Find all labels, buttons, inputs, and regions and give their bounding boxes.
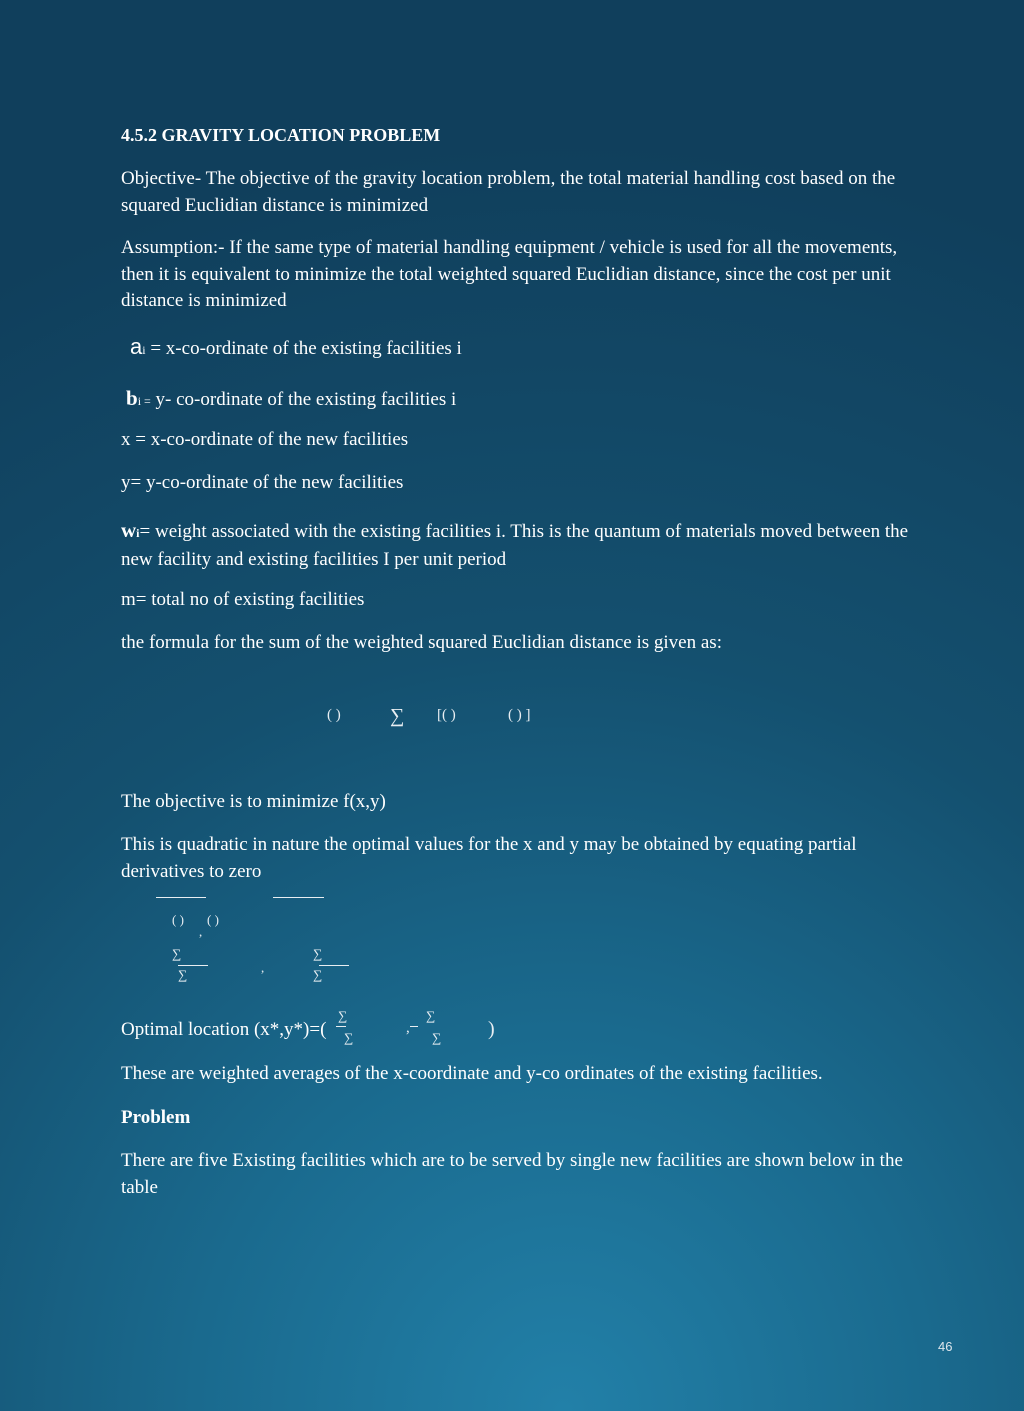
definition-a [130,334,920,364]
sigma-symbol: ∑ [338,1008,348,1023]
sigma-symbol: ∑ [426,1008,436,1023]
formula-fragment: [( ) [437,707,456,723]
fraction-bar [319,965,349,966]
definition-b [126,385,916,415]
definition-w-text: = weight associated with the existing facilities i. This is the quantum of materials moved between the new facility and existing facilities I per unit period [121,521,909,570]
sigma-symbol: ∑ [178,967,188,982]
symbol-b: b [126,386,138,410]
problem-heading: Problem [121,1107,191,1128]
definition-b-text: y- co-ordinate of the existing facilities i [150,389,457,410]
subscript-i: i [142,343,146,357]
definition-x: x = x-co-ordinate of the new facilities [121,429,409,450]
assumption-paragraph: Assumption:- If the same type of material handling equipment / vehicle is used for all the movements, then it is equivalent to minimize the total weighted squared Euclidian distance, since the cost per unit distance is minimized [121,237,898,311]
formula-fragment: ( ) ] [508,707,531,723]
fraction-bar [178,965,208,966]
derivative-fragment: ( ) [172,912,184,927]
fraction-bar [156,897,206,898]
closing-parenthesis: ) [488,1018,495,1040]
objective-paragraph: Objective- The objective of the gravity location problem, the total material handling cost based on the squared Euclidian distance is minimized [121,168,896,216]
quadratic-paragraph: This is quadratic in nature the optimal values for the x and y may be obtained by equating partial derivatives to zero [121,834,857,882]
sigma-symbol: ∑ [172,946,182,961]
formula-fragment: ( ) [327,707,341,723]
subscript-i: i = [137,394,151,408]
symbol-w: w [121,518,137,542]
optimal-location [121,1017,911,1044]
comma-fragment: , [406,1020,410,1036]
definition-y: y= y-co-ordinate of the new facilities [121,472,404,493]
page-number: 46 [938,1339,953,1354]
section-heading: 4.5.2 GRAVITY LOCATION PROBLEM [121,125,441,145]
definition-a-text: = x-co-ordinate of the existing facilities i [145,338,462,359]
formula-intro: the formula for the sum of the weighted squared Euclidian distance is given as: [121,632,722,653]
problem-paragraph: There are five Existing facilities which are to be served by single new facilities are shown below in the table [121,1150,903,1198]
optimal-location-label: Optimal location (x*,y*)=( [121,1019,327,1040]
fraction-bar [336,1026,346,1027]
sigma-symbol: ∑ [344,1030,354,1045]
fraction-bar [273,897,324,898]
derivative-fragment: ( ) [207,912,219,927]
definition-w [121,517,911,573]
fraction-bar [410,1026,418,1027]
sigma-symbol: ∑ [390,705,405,727]
sigma-symbol: ∑ [432,1030,442,1045]
sigma-symbol: ∑ [313,967,323,982]
comma-fragment: , [261,960,265,975]
comma-fragment: , [199,924,203,939]
definition-m: m= total no of existing facilities [121,589,365,610]
subscript-i: i [136,526,140,540]
symbol-a: a [130,334,143,359]
minimize-text: The objective is to minimize f(x,y) [121,791,386,812]
weighted-average-text: These are weighted averages of the x-coordinate and y-co ordinates of the existing facilities. [121,1063,823,1084]
sigma-symbol: ∑ [313,946,323,961]
